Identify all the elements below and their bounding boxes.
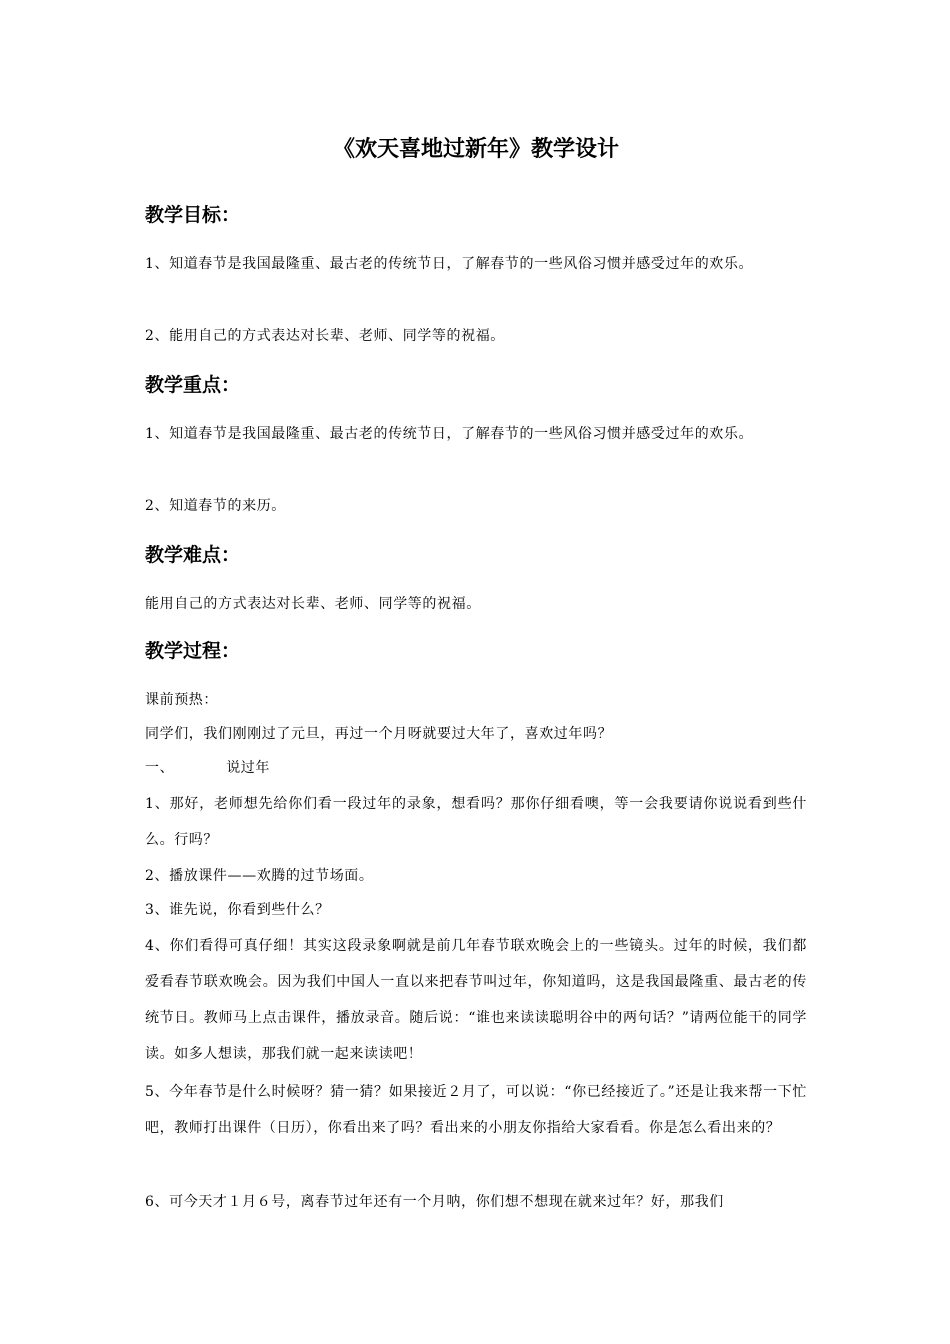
part-one-number: 一、 <box>145 760 175 776</box>
heading-key-points: 教学重点： <box>145 374 241 396</box>
part-one-heading <box>145 750 807 786</box>
step-1: 1、那好，老师想先给你们看一段过年的录象，想看吗？那你仔细看噢，等一会我要请你说说看到些什么。行吗？ <box>145 796 807 848</box>
heading-process: 教学过程： <box>145 640 241 662</box>
step-2: 2、播放课件——欢腾的过节场面。 <box>145 868 374 884</box>
warmup-text: 同学们，我们刚刚过了元旦，再过一个月呀就要过大年了，喜欢过年吗？ <box>145 726 613 742</box>
heading-objectives: 教学目标： <box>145 204 241 226</box>
objective-item-2: 2、能用自己的方式表达对长辈、老师、同学等的祝福。 <box>145 328 505 344</box>
step-6: 6、可今天才１月６号，离春节过年还有一个月呐，你们想不想现在就来过年？好，那我们 <box>145 1194 724 1210</box>
warmup-label: 课前预热： <box>145 692 218 708</box>
step-4: 4、你们看得可真仔细！其实这段录象啊就是前几年春节联欢晚会上的一些镜头。过年的时候，我们都爱看春节联欢晚会。因为我们中国人一直以来把春节叫过年，你知道吗，这是我国最隆重、最古老的传统节日。教师马上点击课件，播放录音。随后说：“谁也来读读聪明谷中的两句话？”请两位能干的同学读。如多人想读，那我们就一起来读读吧！ <box>145 938 807 1062</box>
step-3: 3、谁先说，你看到些什么？ <box>145 902 330 918</box>
part-one-title: 说过年 <box>226 760 271 776</box>
step-5: 5、今年春节是什么时候呀？猜一猜？如果接近２月了，可以说：“你已经接近了。”还是让我来帮一下忙吧，教师打出课件（日历），你看出来了吗？看出来的小朋友你指给大家看看。你是怎么看出来的？ <box>145 1084 807 1136</box>
objective-item-1: 1、知道春节是我国最隆重、最古老的传统节日，了解春节的一些风俗习惯并感受过年的欢乐。 <box>145 256 754 272</box>
key-point-item-2: 2、知道春节的来历。 <box>145 498 286 514</box>
key-point-item-1: 1、知道春节是我国最隆重、最古老的传统节日，了解春节的一些风俗习惯并感受过年的欢乐。 <box>145 426 754 442</box>
document-title: 《欢天喜地过新年》教学设计 <box>332 137 619 162</box>
difficulty-item-1: 能用自己的方式表达对长辈、老师、同学等的祝福。 <box>145 596 481 612</box>
heading-difficulties: 教学难点： <box>145 544 241 566</box>
